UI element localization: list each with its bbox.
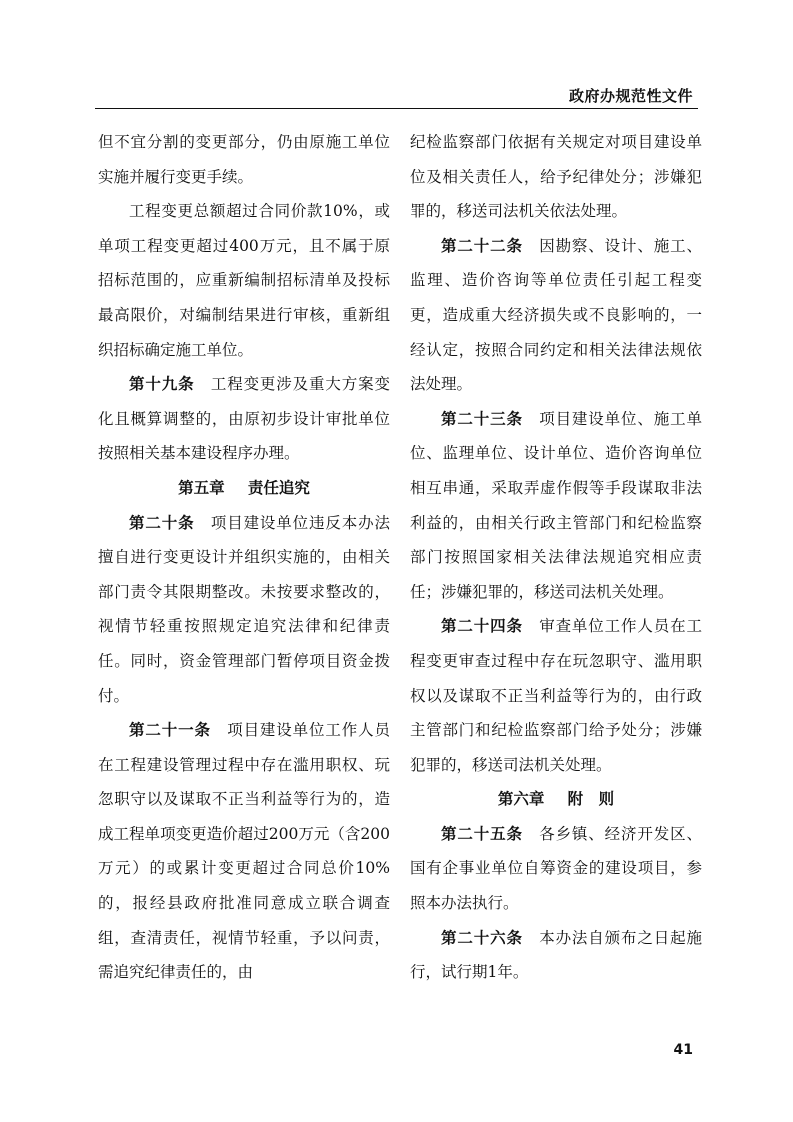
continued-paragraph: 但不宜分割的变更部分，仍由原施工单位实施并履行变更手续。 [98,133,390,186]
continued-paragraph: 纪检监察部门依据有关规定对项目建设单位及相关责任人，给予纪律处分；涉嫌犯罪的，移送司法机关依法处理。 [410,133,702,221]
article-label: 第十九条 [129,375,195,394]
header-rule [95,108,698,109]
body-paragraph: 工程变更总额超过合同价款10%，或单项工程变更超过400万元，且不属于原招标范围的，应重新编制招标清单及投标最高限价，对编制结果进行审核，重新组织招标确定施工单位。 [98,202,390,359]
chapter-heading [410,782,702,817]
article-text: 审查单位工作人员在工程变更审查过程中存在玩忽职守、滥用职权以及谋取不正当利益等行为的，由行政主管部门和纪检监察部门给予处分；涉嫌犯罪的，移送司法机关处理。 [410,617,702,774]
right-column [410,125,702,990]
article-paragraph [410,817,702,921]
article-label: 第二十一条 [129,721,211,740]
page-number: 41 [673,1042,693,1058]
article-label: 第二十四条 [441,617,523,636]
article-label: 第二十六条 [441,928,523,947]
chapter-number: 第六章 [497,790,545,809]
article-text: 因勘察、设计、施工、监理、造价咨询等单位责任引起工程变更，造成重大经济损失或不良影响的，一经认定，按照合同约定和相关法律法规依法处理。 [410,236,702,394]
chapter-title: 附 则 [567,790,615,809]
article-label: 第二十条 [129,513,195,532]
article-label: 第二十二条 [441,236,523,255]
article-paragraph [98,506,390,714]
article-paragraph [410,229,702,402]
article-paragraph [410,921,702,990]
article-label: 第二十三条 [441,409,523,428]
article-label: 第二十五条 [441,824,523,843]
left-column [98,125,390,990]
article-text: 项目建设单位工作人员在工程建设管理过程中存在滥用职权、玩忽职守以及谋取不正当利益等行为的，造成工程单项变更造价超过200万元（含200万元）的或累计变更超过合同总价10%的，报经县政府批准同意成立联合调查组，查清责任，视情节轻重，予以问责，需追究纪律责任的，由 [98,721,390,982]
article-paragraph [410,609,702,782]
header-title: 政府办规范性文件 [568,87,693,105]
article-text: 项目建设单位、施工单位、监理单位、设计单位、造价咨询单位相互串通，采取弄虚作假等手段谋取非法利益的，由相关行政主管部门和纪检监察部门按照国家相关法律法规追究相应责任；涉嫌犯罪的，移送司法机关处理。 [410,409,702,601]
article-paragraph [410,402,702,610]
article-text: 各乡镇、经济开发区、国有企事业单位自筹资金的建设项目，参照本办法执行。 [410,824,702,913]
article-text: 工程变更涉及重大方案变化且概算调整的，由原初步设计审批单位按照相关基本建设程序办理。 [98,375,390,463]
article-paragraph [98,367,390,471]
article-paragraph [98,713,390,990]
chapter-number: 第五章 [178,478,225,497]
article-text: 本办法自颁布之日起施行，试行期1年。 [410,928,702,982]
chapter-title: 责任追究 [247,478,310,497]
article-text: 项目建设单位违反本办法擅自进行变更设计并组织实施的，由相关部门责令其限期整改。未按要求整改的，视情节轻重按照规定追究法律和纪律责任。同时，资金管理部门暂停项目资金拨付。 [98,513,390,705]
chapter-heading [98,471,390,506]
